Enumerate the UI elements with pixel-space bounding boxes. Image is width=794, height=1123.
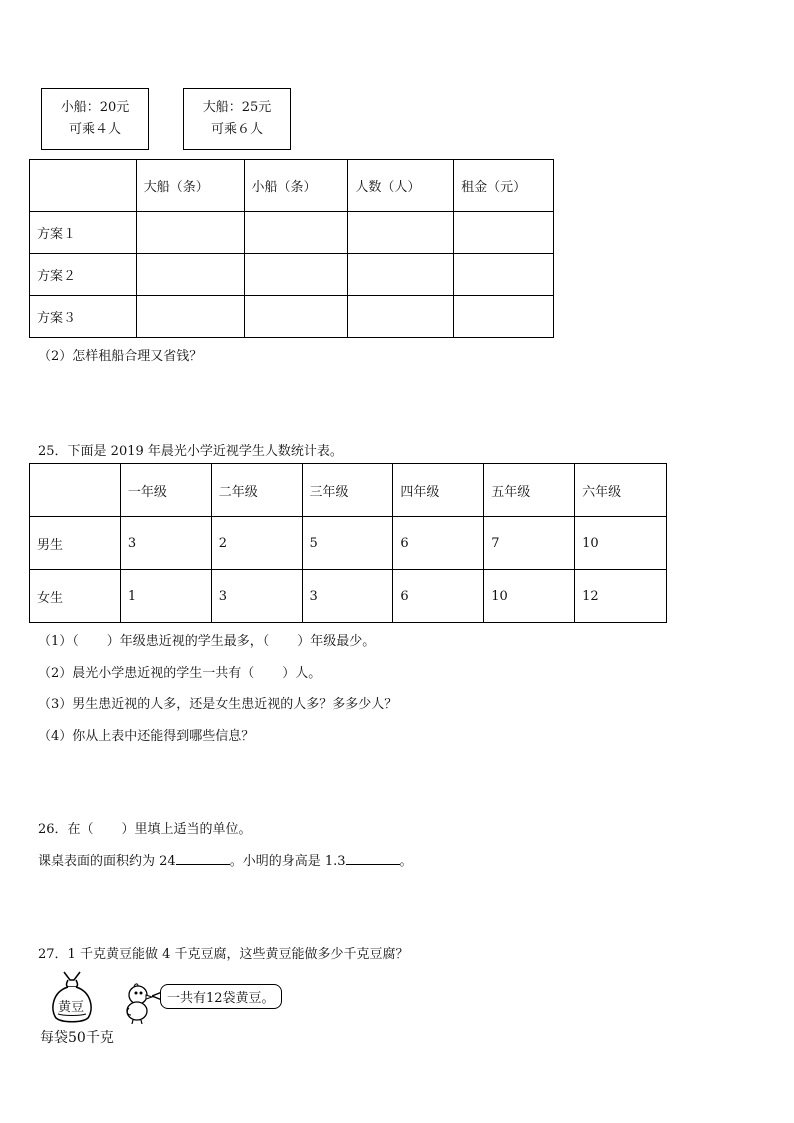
answer-cell[interactable] xyxy=(244,296,348,338)
question-25-part-2: （2）晨光小学患近视的学生一共有（ ）人。 xyxy=(38,666,322,681)
bag-label: 黄豆 xyxy=(58,1000,85,1015)
answer-cell[interactable] xyxy=(348,212,454,254)
table-cell: 3 xyxy=(120,517,211,570)
table-cell: 1 xyxy=(120,570,211,623)
rental-plan-table xyxy=(29,159,554,338)
row-label: 方案２ xyxy=(30,254,137,296)
answer-cell[interactable] xyxy=(454,212,554,254)
question-25-part-3: （3）男生患近视的人多，还是女生患近视的人多？多多少人？ xyxy=(38,697,398,712)
small-boat-capacity: 可乘４人 xyxy=(68,122,121,137)
table-cell: 6 xyxy=(393,517,484,570)
table-cell: 3 xyxy=(211,570,302,623)
question-25-title: 25．下面是 2019 年晨光小学近视学生人数统计表。 xyxy=(38,444,343,459)
big-boat-box xyxy=(183,88,291,150)
chick-icon xyxy=(120,980,156,1024)
small-boat-box xyxy=(41,88,149,150)
answer-cell[interactable] xyxy=(136,296,244,338)
header-cell xyxy=(30,160,137,212)
table-header-row xyxy=(30,464,667,517)
table-row xyxy=(30,570,667,623)
header-cell: 三年级 xyxy=(302,464,393,517)
answer-cell[interactable] xyxy=(454,296,554,338)
table-row xyxy=(30,296,554,338)
header-cell: 租金（元） xyxy=(454,160,554,212)
table-cell: 2 xyxy=(211,517,302,570)
myopia-stats-table xyxy=(29,463,667,623)
table-row xyxy=(30,212,554,254)
header-cell: 二年级 xyxy=(211,464,302,517)
header-cell xyxy=(30,464,121,517)
bag-weight-caption: 每袋50千克 xyxy=(40,1030,114,1046)
header-cell: 大船（条） xyxy=(136,160,244,212)
table-cell: 6 xyxy=(393,570,484,623)
header-cell: 六年级 xyxy=(575,464,667,517)
table-cell: 5 xyxy=(302,517,393,570)
soybean-bag-image xyxy=(44,966,100,1024)
big-boat-capacity: 可乘６人 xyxy=(210,122,263,137)
small-boat-price: 小船：20元 xyxy=(60,100,130,115)
table-cell: 3 xyxy=(302,570,393,623)
answer-cell[interactable] xyxy=(244,212,348,254)
unit-blank[interactable] xyxy=(176,852,230,865)
answer-cell[interactable] xyxy=(454,254,554,296)
row-label: 男生 xyxy=(30,517,121,570)
answer-cell[interactable] xyxy=(244,254,348,296)
table-cell: 7 xyxy=(484,517,575,570)
question-25-part-1: （1）（ ）年级患近视的学生最多，（ ）年级最少。 xyxy=(38,634,376,649)
row-label: 方案１ xyxy=(30,212,137,254)
question-27-title: 27．1 千克黄豆能做 4 千克豆腐，这些黄豆能做多少千克豆腐？ xyxy=(38,947,409,962)
header-cell: 一年级 xyxy=(120,464,211,517)
header-cell: 四年级 xyxy=(393,464,484,517)
row-label: 方案３ xyxy=(30,296,137,338)
soybean-bag-icon xyxy=(44,966,100,1024)
row-label: 女生 xyxy=(30,570,121,623)
unit-blank[interactable] xyxy=(346,852,400,865)
question-26-line: 课桌表面的面积约为 24 。小明的身高是 1.3 。 xyxy=(38,854,413,869)
answer-cell[interactable] xyxy=(136,254,244,296)
table-cell: 10 xyxy=(484,570,575,623)
answer-cell[interactable] xyxy=(136,212,244,254)
table-row xyxy=(30,254,554,296)
question-26-title: 26．在（ ）里填上适当的单位。 xyxy=(38,822,252,837)
header-cell: 五年级 xyxy=(484,464,575,517)
header-cell: 人数（人） xyxy=(348,160,454,212)
header-cell: 小船（条） xyxy=(244,160,348,212)
speech-bubble: 一共有12袋黄豆。 xyxy=(160,984,282,1009)
table-cell: 10 xyxy=(575,517,667,570)
table-row xyxy=(30,517,667,570)
answer-cell[interactable] xyxy=(348,254,454,296)
table-header-row xyxy=(30,160,554,212)
answer-cell[interactable] xyxy=(348,296,454,338)
big-boat-price: 大船：25元 xyxy=(202,100,272,115)
question-24-part-2: （2）怎样租船合理又省钱？ xyxy=(38,349,203,364)
question-25-part-4: （4）你从上表中还能得到哪些信息？ xyxy=(38,729,255,744)
table-cell: 12 xyxy=(575,570,667,623)
